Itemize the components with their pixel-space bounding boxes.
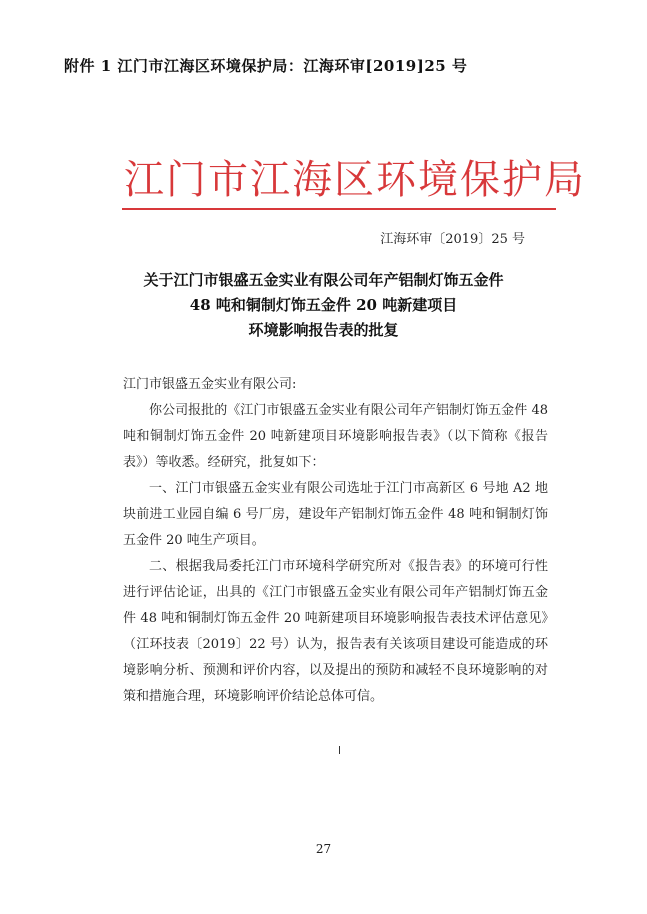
- scan-mark: [339, 746, 340, 754]
- document-body: [123, 372, 548, 710]
- letterhead-title: 江门市江海区环境保护局: [124, 157, 586, 203]
- addressee: 江门市银盛五金实业有限公司:: [123, 377, 297, 392]
- document-number: 江海环审〔2019〕25 号: [380, 232, 525, 247]
- body-paragraph: 二、根据我局委托江门市环境科学研究所对《报告表》的环境可行性进行评估论证，出具的《江门市银盛五金实业有限公司年产铝制灯饰五金件 48 吨和铜制灯饰五金件 20 吨新建项目环境影响报告表技术评估意见》（江环技表〔2019〕22 号）认为，报告表有关该项目建设可能造成的环境影响分析、预测和评价内容，以及提出的预防和减轻不良环境影响的对策和措施合理，环境影响评价结论总体可信。: [123, 559, 548, 704]
- body-paragraph: 你公司报批的《江门市银盛五金实业有限公司年产铝制灯饰五金件 48 吨和铜制灯饰五金件 20 吨新建项目环境影响报告表》（以下简称《报告表》）等收悉。经研究，批复如下：: [123, 403, 548, 470]
- title-line: 环境影响报告表的批复: [248, 321, 399, 339]
- attachment-header: 附件 1 江门市江海区环境保护局：江海环审[2019]25 号: [64, 57, 468, 75]
- letterhead-divider: [122, 208, 556, 210]
- title-line: 48 吨和铜制灯饰五金件 20 吨新建项目: [189, 296, 458, 314]
- body-paragraph: 一、江门市银盛五金实业有限公司选址于江门市高新区 6 号地 A2 地块前进工业园自编 6 号厂房，建设年产铝制灯饰五金件 48 吨和铜制灯饰五金件 20 吨生产项目。: [123, 481, 548, 548]
- title-line: 关于江门市银盛五金实业有限公司年产铝制灯饰五金件: [143, 271, 504, 289]
- document-title: [90, 268, 557, 343]
- page-number: 27: [315, 842, 332, 856]
